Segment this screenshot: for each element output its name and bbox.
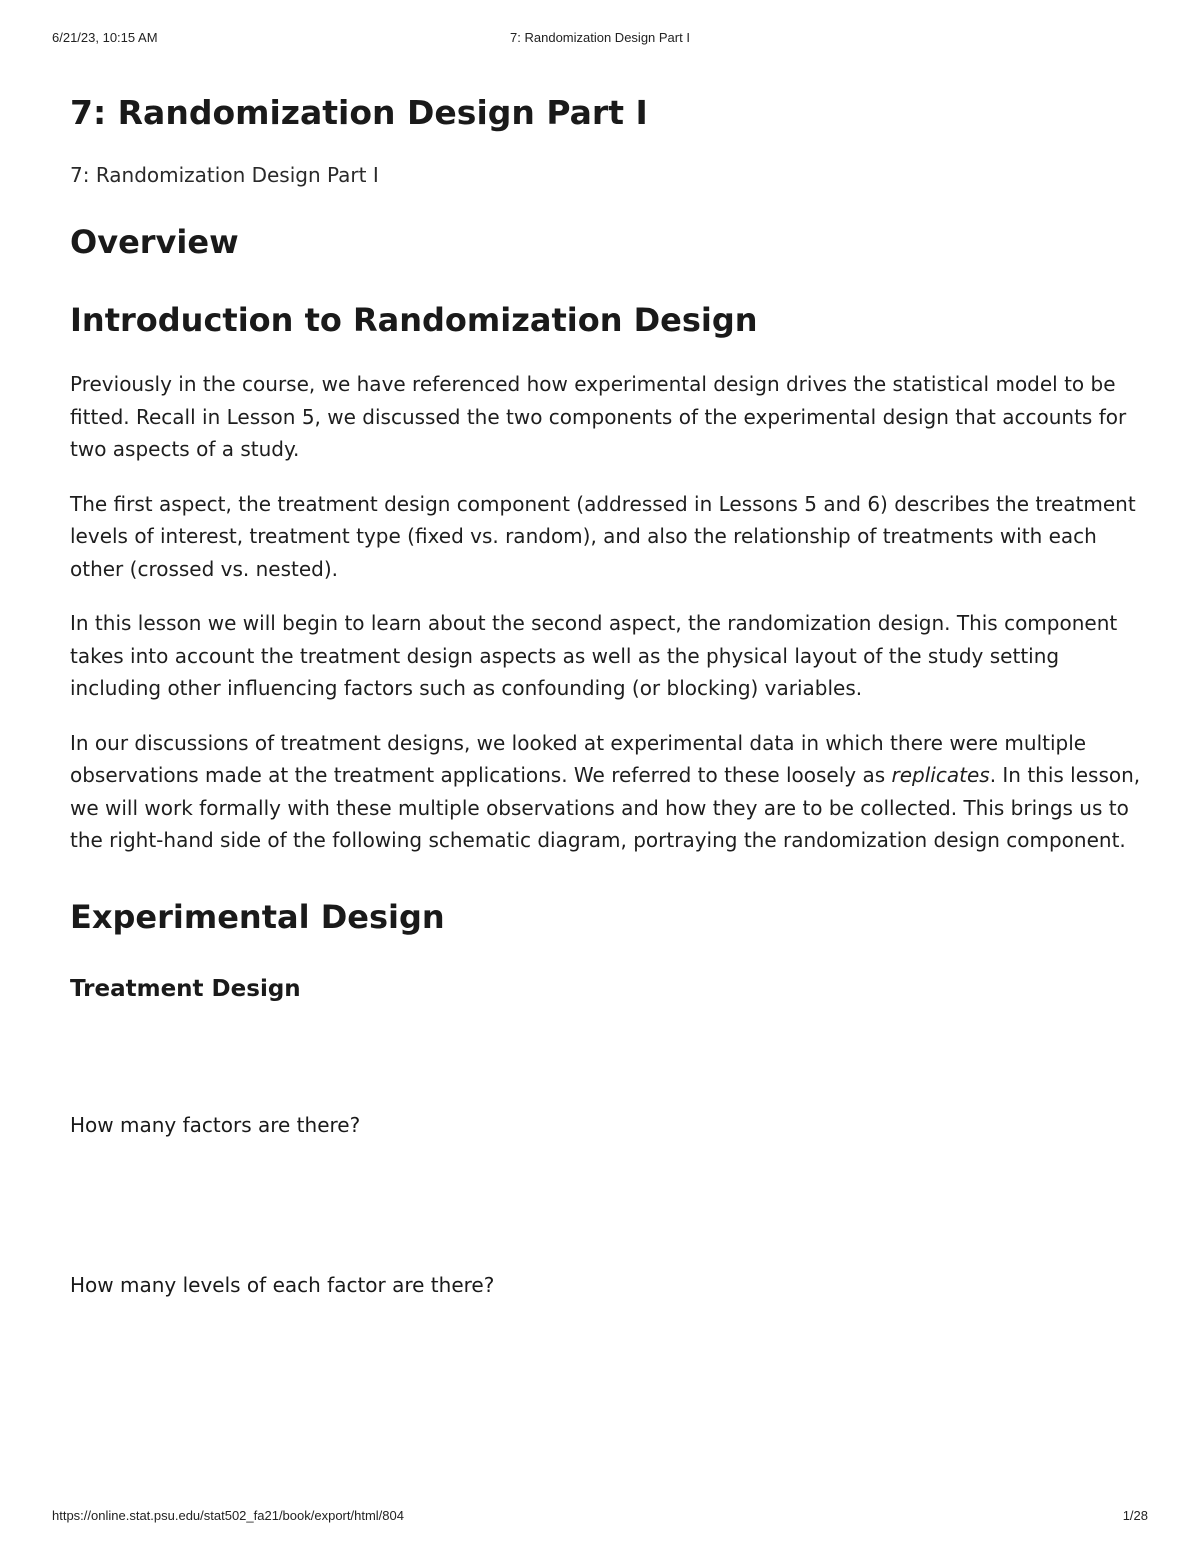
paragraph-3: In this lesson we will begin to learn about the second aspect, the randomization design. This component takes into account the treatment design aspects as well as the physical layout of the study setting including other influencing factors such as confounding (or blocking) variables. (70, 611, 1118, 700)
paragraph-1: Previously in the course, we have referenced how experimental design drives the statistical model to be fitted. Recall in Lesson 5, we discussed the two components of the experimental design that accounts for two aspects of a study. (70, 372, 1127, 461)
question-factors: How many factors are there? (70, 1112, 361, 1137)
print-header (52, 30, 1148, 50)
paragraph-4-after: . In this lesson, we will work formally with these multiple observations and how they are to be collected. This brings us to the right-hand side of the following schematic diagram, portraying the randomization design component. (70, 763, 1141, 852)
paragraph-4-before: In our discussions of treatment designs, we looked at experimental data in which there were multiple observations made at the treatment applications. We referred to these loosely as (70, 730, 1087, 787)
experimental-design-heading: Experimental Design (70, 897, 445, 936)
paragraph-2: The first aspect, the treatment design component (addressed in Lessons 5 and 6) describes the treatment levels of interest, treatment type (fixed vs. random), and also the relationship of treatments with each other (crossed vs. nested). (70, 491, 1136, 581)
document-content (70, 90, 1145, 1300)
paragraph-4 (70, 727, 1145, 857)
print-footer (52, 1508, 1148, 1528)
print-doc-title: 7: Randomization Design Part I (510, 30, 690, 45)
overview-heading: Overview (70, 223, 239, 261)
page-subtitle: 7: Randomization Design Part I (70, 163, 379, 187)
question-levels: How many levels of each factor are there? (70, 1272, 495, 1297)
treatment-design-heading: Treatment Design (70, 975, 301, 1002)
intro-heading: Introduction to Randomization Design (70, 301, 758, 339)
page-number: 1/28 (1122, 1508, 1148, 1523)
page-url: https://online.stat.psu.edu/stat502_fa21/book/export/html/804 (52, 1508, 404, 1523)
page-title: 7: Randomization Design Part I (70, 93, 648, 132)
print-datetime: 6/21/23, 10:15 AM (52, 30, 158, 45)
replicates-emphasis: replicates (891, 763, 990, 787)
